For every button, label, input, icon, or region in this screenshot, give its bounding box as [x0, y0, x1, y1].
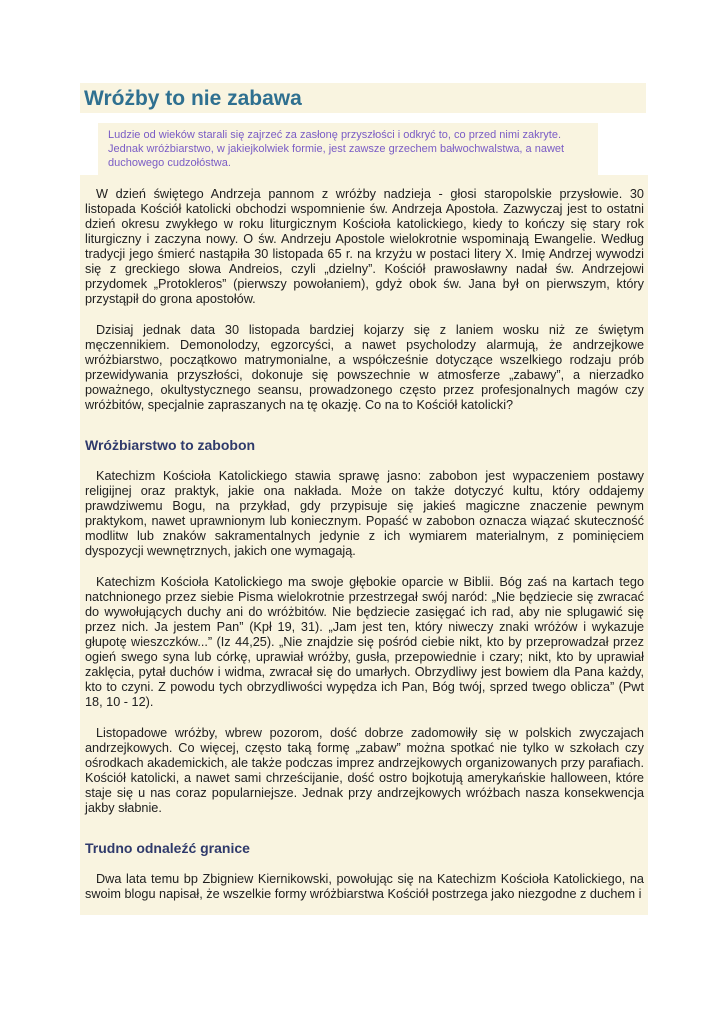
- title-strip: [80, 83, 646, 113]
- article-paragraph: Dwa lata temu bp Zbigniew Kiernikowski, powołując się na Katechizm Kościoła Katolickiego, na swoim blogu napisał, że wszelkie formy wróżbiarstwa Kościół postrzega jako niezgodne z duchem i: [85, 872, 644, 901]
- article-body: [80, 175, 648, 915]
- article-paragraph: Katechizm Kościoła Katolickiego stawia sprawę jasno: zabobon jest wypaczeniem postawy religijnej oraz praktyk, jakie ona nakłada. Może on także dotyczyć kultu, który oddajemy prawdziwemu Bogu, na przykład, gdy przypisuje się jakieś magiczne znaczenie pewnym praktykom, nawet uprawnionym lub koniecznym. Popaść w zabobon oznacza wiązać skuteczność modlitw lub znaków sakramentalnych jedynie z ich wymiarem materialnym, z pominięciem dyspozycji wewnętrznych, jakich one wymagają.: [85, 469, 644, 558]
- article-paragraph: Dzisiaj jednak data 30 listopada bardziej kojarzy się z laniem wosku niż ze świętym męczennikiem. Demonolodzy, egzorcyści, a nawet psycholodzy alarmują, że andrzejkowe wróżbiarstwo, początkowo matrymonialne, a współcześnie dotyczące wszelkiego rodzaju prób przewidywania przyszłości, dokonuje się powszechnie w atmosferze „zabawy”, a nierzadko poważnego, okultystycznego seansu, prowadzonego często przez profesjonalnych magów czy wróżbitów, specjalnie zapraszanych na tę okazję. Co na to Kościół katolicki?: [85, 323, 644, 412]
- article-lead: Ludzie od wieków starali się zajrzeć za zasłonę przyszłości i odkryć to, co przed nimi zakryte. Jednak wróżbiarstwo, w jakiejkolwiek formie, jest zawsze grzechem bałwochwalstwa, a nawet duchowego cudzołóstwa.: [98, 123, 598, 177]
- article-paragraph: Listopadowe wróżby, wbrew pozorom, dość dobrze zadomowiły się w polskich zwyczajach andrzejkowych. Co więcej, często taką formę „zabaw” można spotkać nie tylko w szkołach czy ośrodkach akademickich, ale także podczas imprez andrzejkowych organizowanych przy parafiach. Kościół katolicki, a nawet sami chrześcijanie, dość ostro bojkotują amerykańskie halloween, które staje się u nas coraz popularniejsze. Jednak przy andrzejkowych wróżbach nasza konsekwencja jakby słabnie.: [85, 726, 644, 815]
- article-paragraph: W dzień świętego Andrzeja pannom z wróżby nadzieja - głosi staropolskie przysłowie. 30 listopada Kościół katolicki obchodzi wspomnienie św. Andrzeja Apostoła. Zazwyczaj jest to ostatni dzień okresu zwykłego w roku liturgicznym Kościoła katolickiego, kiedy to kończy się stary rok liturgiczny i zaczyna nowy. O św. Andrzeju Apostole wielokrotnie wspominają Ewangelie. Według tradycji jego śmierć nastąpiła 30 listopada 65 r. na krzyżu w postaci litery X. Imię Andrzej wywodzi się z greckiego słowa Andreios, czyli „dzielny”. Kościół prawosławny nadał św. Andrzejowi przydomek „Protokleros” (pierwszy powołaniem), gdyż obok św. Jana był on pierwszym, który przystąpił do grona apostołów.: [85, 187, 644, 306]
- page-title: Wróżby to nie zabawa: [84, 87, 302, 110]
- section-heading: Trudno odnaleźć granice: [85, 840, 250, 856]
- article-paragraph: Katechizm Kościoła Katolickiego ma swoje głębokie oparcie w Biblii. Bóg zaś na kartach tego natchnionego przez siebie Pisma wielokrotnie przestrzegał swój naród: „Nie będziecie się zwracać do wywołujących duchy ani do wróżbitów. Nie będziecie zasięgać ich rad, aby nie splugawić się przez nich. Ja jestem Pan” (Kpł 19, 31). „Jam jest ten, który niweczy znaki wróżów i wykazuje głupotę wieszczków...” (Iz 44,25). „Nie znajdzie się pośród ciebie nikt, kto by przeprowadzał przez ogień swego syna lub córkę, uprawiał wróżby, gusła, przepowiednie i czary; nikt, kto by uprawiał zaklęcia, pytał duchów i widma, zwracał się do umarłych. Obrzydliwy jest bowiem dla Pana każdy, kto to czyni. Z powodu tych obrzydliwości wypędza ich Pan, Bóg twój, sprzed twego oblicza” (Pwt 18, 10 - 12).: [85, 575, 644, 709]
- section-heading: Wróżbiarstwo to zabobon: [85, 437, 256, 453]
